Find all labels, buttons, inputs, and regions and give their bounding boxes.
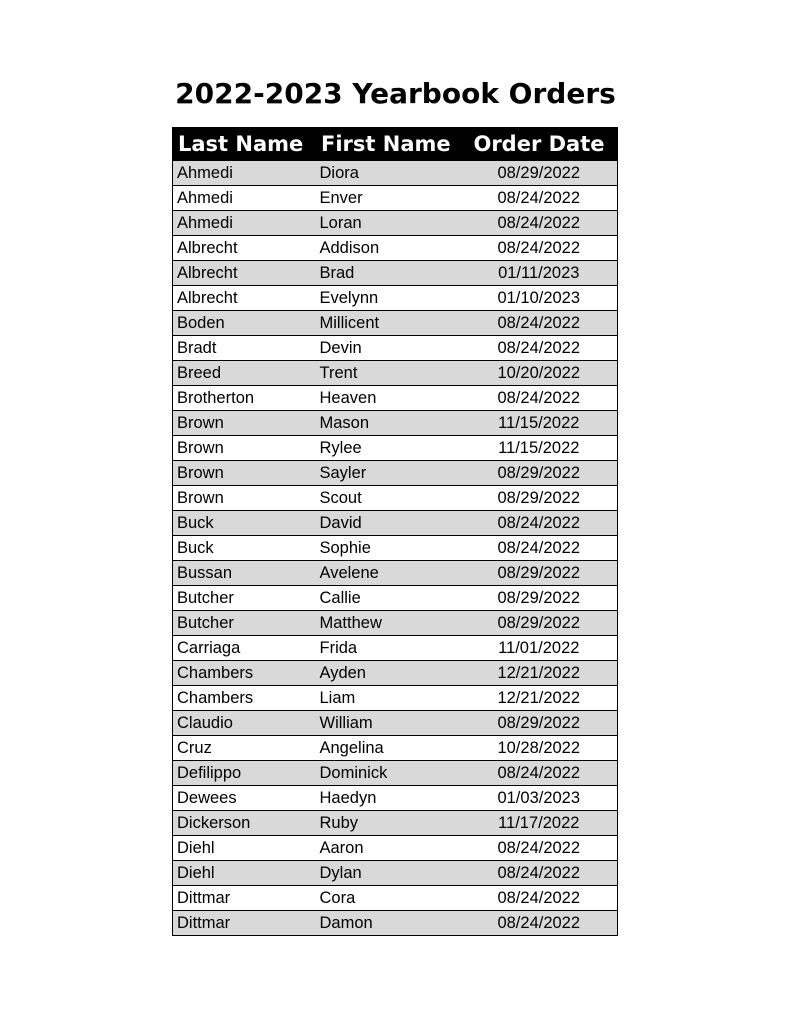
table-row [173, 161, 618, 186]
order-date-cell: 12/21/2022 [461, 686, 618, 711]
order-date-cell: 11/15/2022 [461, 411, 618, 436]
table-row [173, 236, 618, 261]
first-name-cell: Heaven [316, 386, 461, 411]
order-date-cell: 08/29/2022 [461, 586, 618, 611]
last-name-cell: Albrecht [173, 261, 316, 286]
first-name-cell: Diora [316, 161, 461, 186]
last-name-cell: Cruz [173, 736, 316, 761]
first-name-cell: Addison [316, 236, 461, 261]
first-name-cell: Callie [316, 586, 461, 611]
last-name-cell: Dewees [173, 786, 316, 811]
table-row [173, 361, 618, 386]
table-row [173, 611, 618, 636]
table-row [173, 411, 618, 436]
last-name-cell: Bussan [173, 561, 316, 586]
order-date-cell: 01/03/2023 [461, 786, 618, 811]
order-date-cell: 10/20/2022 [461, 361, 618, 386]
table-row [173, 386, 618, 411]
order-date-cell: 08/24/2022 [461, 511, 618, 536]
order-date-cell: 08/29/2022 [461, 461, 618, 486]
table-row [173, 536, 618, 561]
first-name-cell: Devin [316, 336, 461, 361]
last-name-cell: Boden [173, 311, 316, 336]
first-name-cell: Trent [316, 361, 461, 386]
order-date-cell: 08/29/2022 [461, 161, 618, 186]
last-name-cell: Albrecht [173, 236, 316, 261]
order-date-cell: 08/24/2022 [461, 386, 618, 411]
table-row [173, 261, 618, 286]
last-name-cell: Bradt [173, 336, 316, 361]
last-name-cell: Claudio [173, 711, 316, 736]
last-name-cell: Breed [173, 361, 316, 386]
table-row [173, 886, 618, 911]
order-date-cell: 08/24/2022 [461, 336, 618, 361]
first-name-cell: Enver [316, 186, 461, 211]
table-row [173, 211, 618, 236]
table-row [173, 511, 618, 536]
first-name-cell: Mason [316, 411, 461, 436]
orders-table [172, 127, 618, 936]
order-date-cell: 08/24/2022 [461, 536, 618, 561]
first-name-cell: Loran [316, 211, 461, 236]
last-name-cell: Ahmedi [173, 161, 316, 186]
first-name-cell: Matthew [316, 611, 461, 636]
last-name-cell: Buck [173, 511, 316, 536]
header-first-name: First Name [316, 128, 461, 161]
order-date-cell: 08/24/2022 [461, 761, 618, 786]
table-row [173, 736, 618, 761]
last-name-cell: Brown [173, 411, 316, 436]
order-date-cell: 08/24/2022 [461, 186, 618, 211]
table-row [173, 561, 618, 586]
order-date-cell: 08/29/2022 [461, 711, 618, 736]
table-row [173, 911, 618, 936]
table-row [173, 186, 618, 211]
table-header [173, 128, 618, 161]
table-row [173, 711, 618, 736]
first-name-cell: Ayden [316, 661, 461, 686]
order-date-cell: 11/01/2022 [461, 636, 618, 661]
table-body [173, 161, 618, 936]
table-row [173, 311, 618, 336]
first-name-cell: Haedyn [316, 786, 461, 811]
first-name-cell: Dylan [316, 861, 461, 886]
last-name-cell: Dickerson [173, 811, 316, 836]
first-name-cell: Frida [316, 636, 461, 661]
last-name-cell: Chambers [173, 661, 316, 686]
order-date-cell: 10/28/2022 [461, 736, 618, 761]
first-name-cell: Rylee [316, 436, 461, 461]
order-date-cell: 08/24/2022 [461, 886, 618, 911]
last-name-cell: Diehl [173, 861, 316, 886]
order-date-cell: 08/29/2022 [461, 611, 618, 636]
order-date-cell: 08/29/2022 [461, 486, 618, 511]
last-name-cell: Defilippo [173, 761, 316, 786]
last-name-cell: Ahmedi [173, 186, 316, 211]
first-name-cell: Sophie [316, 536, 461, 561]
last-name-cell: Carriaga [173, 636, 316, 661]
first-name-cell: Cora [316, 886, 461, 911]
table-row [173, 461, 618, 486]
order-date-cell: 11/15/2022 [461, 436, 618, 461]
header-order-date: Order Date [461, 128, 618, 161]
order-date-cell: 08/24/2022 [461, 911, 618, 936]
header-row [173, 128, 618, 161]
last-name-cell: Brown [173, 486, 316, 511]
first-name-cell: Ruby [316, 811, 461, 836]
last-name-cell: Diehl [173, 836, 316, 861]
header-last-name: Last Name [173, 128, 316, 161]
first-name-cell: Brad [316, 261, 461, 286]
table-row [173, 686, 618, 711]
page-title: 2022-2023 Yearbook Orders [175, 77, 616, 110]
table-row [173, 636, 618, 661]
first-name-cell: Aaron [316, 836, 461, 861]
order-date-cell: 08/24/2022 [461, 311, 618, 336]
table-row [173, 661, 618, 686]
first-name-cell: Millicent [316, 311, 461, 336]
order-date-cell: 08/24/2022 [461, 236, 618, 261]
order-date-cell: 08/24/2022 [461, 861, 618, 886]
order-date-cell: 08/29/2022 [461, 561, 618, 586]
order-date-cell: 01/11/2023 [461, 261, 618, 286]
last-name-cell: Butcher [173, 611, 316, 636]
table-row [173, 811, 618, 836]
first-name-cell: Angelina [316, 736, 461, 761]
last-name-cell: Dittmar [173, 886, 316, 911]
table-row [173, 786, 618, 811]
first-name-cell: Damon [316, 911, 461, 936]
table-row [173, 286, 618, 311]
last-name-cell: Chambers [173, 686, 316, 711]
table-row [173, 861, 618, 886]
first-name-cell: William [316, 711, 461, 736]
first-name-cell: Scout [316, 486, 461, 511]
order-date-cell: 11/17/2022 [461, 811, 618, 836]
order-date-cell: 08/24/2022 [461, 836, 618, 861]
order-date-cell: 01/10/2023 [461, 286, 618, 311]
last-name-cell: Brotherton [173, 386, 316, 411]
last-name-cell: Brown [173, 436, 316, 461]
first-name-cell: David [316, 511, 461, 536]
first-name-cell: Sayler [316, 461, 461, 486]
last-name-cell: Butcher [173, 586, 316, 611]
table-row [173, 586, 618, 611]
last-name-cell: Brown [173, 461, 316, 486]
table-row [173, 336, 618, 361]
first-name-cell: Avelene [316, 561, 461, 586]
last-name-cell: Ahmedi [173, 211, 316, 236]
table-row [173, 836, 618, 861]
first-name-cell: Dominick [316, 761, 461, 786]
last-name-cell: Buck [173, 536, 316, 561]
table-row [173, 761, 618, 786]
table-row [173, 436, 618, 461]
last-name-cell: Albrecht [173, 286, 316, 311]
order-date-cell: 08/24/2022 [461, 211, 618, 236]
order-date-cell: 12/21/2022 [461, 661, 618, 686]
first-name-cell: Liam [316, 686, 461, 711]
last-name-cell: Dittmar [173, 911, 316, 936]
table-row [173, 486, 618, 511]
first-name-cell: Evelynn [316, 286, 461, 311]
